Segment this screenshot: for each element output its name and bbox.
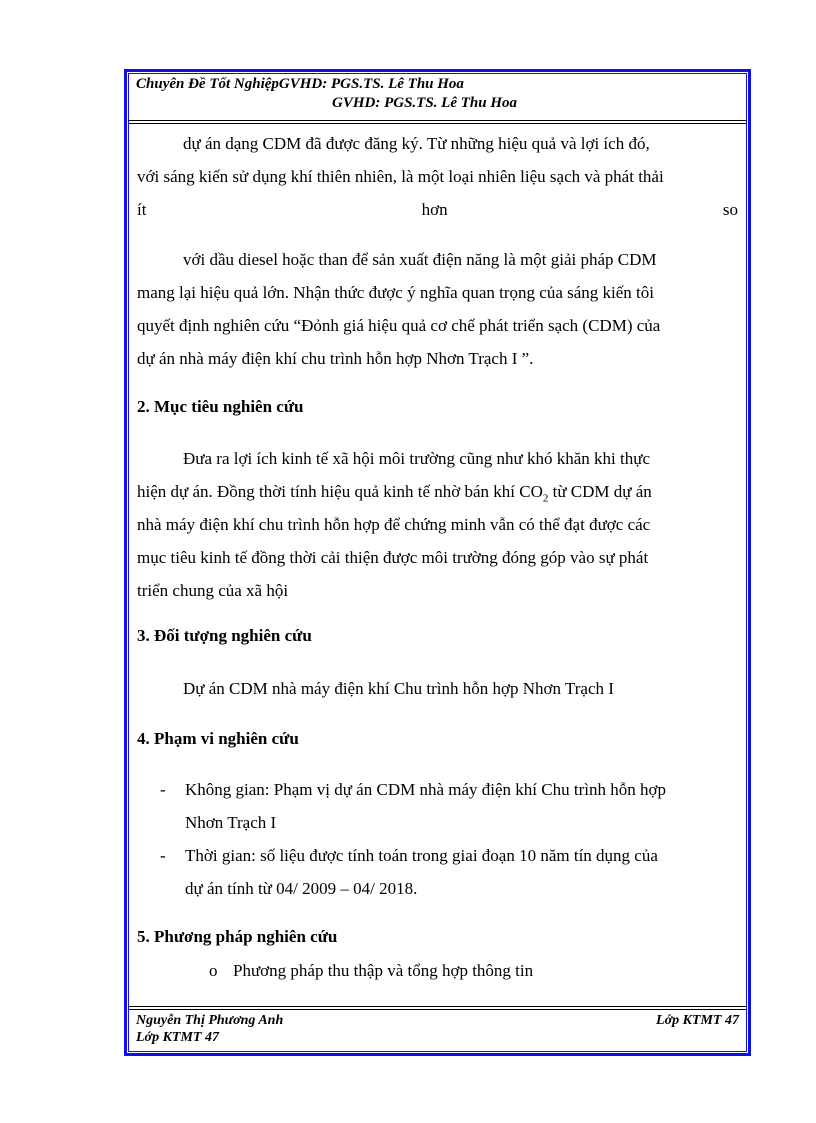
intro-line: dự án nhà máy điện khí chu trình hỗn hợp Nhơn Trạch I ”. bbox=[137, 349, 534, 368]
intro-line: với dầu diesel hoặc than để sản xuất điện năng là một giải pháp CDM bbox=[183, 250, 657, 269]
section-5-heading: 5. Phương pháp nghiên cứu bbox=[137, 927, 338, 946]
section-2-heading: 2. Mục tiêu nghiên cứu bbox=[137, 397, 304, 416]
list-item: - Thời gian: số liệu được tính toán trong giai đoạn 10 năm tín dụng của dự án tính từ 04/ 2009 – 04/ 2018. bbox=[160, 846, 658, 898]
intro-paragraph bbox=[137, 127, 738, 226]
intro-paragraph-2 bbox=[137, 243, 738, 375]
footer-author: Nguyễn Thị Phương Anh bbox=[136, 1013, 284, 1028]
footer-rule-2 bbox=[128, 1009, 747, 1010]
page-header bbox=[136, 76, 741, 120]
header-rule-2 bbox=[128, 123, 747, 124]
header-line-1: Chuyên Đề Tốt NghiệpGVHD: PGS.TS. Lê Thu Hoa bbox=[136, 76, 464, 92]
intro-line: dự án dạng CDM đã được đăng ký. Từ những hiệu quả và lợi ích đó, bbox=[183, 134, 650, 153]
section-4-heading: 4. Phạm vi nghiên cứu bbox=[137, 729, 299, 748]
intro-line: mang lại hiệu quả lớn. Nhận thức được ý nghĩa quan trọng của sáng kiến tôi bbox=[137, 283, 655, 302]
circle-bullet-icon: o bbox=[209, 961, 218, 980]
section-3-heading: 3. Đối tượng nghiên cứu bbox=[137, 626, 312, 645]
intro-line: với sáng kiến sử dụng khí thiên nhiên, là một loại nhiên liệu sạch và phát thải bbox=[137, 167, 664, 186]
intro-line: quyết định nghiên cứu “Đỏnh giá hiệu quả cơ chế phát triển sạch (CDM) của bbox=[137, 316, 661, 335]
list-item: o Phương pháp thu thập và tổng hợp thông tin bbox=[209, 954, 533, 987]
section-2-body: Đưa ra lợi ích kinh tế xã hội môi trường cũng như khó khăn khi thực hiện dự án. Đồng thời tính hiệu quả kinh tế nhờ bán khí $CO_2$ từ CDM dự án nhà máy điện khí chu trình hỗn hợp để chứng minh vẫn có thể đạt được các mục tiêu kinh tế đồng thời cải thiện được môi trường đóng góp vào sự phát triển chung của xã hội bbox=[137, 449, 652, 600]
footer-class-right: Lớp KTMT 47 bbox=[656, 1013, 739, 1028]
intro-line: ít hơn so bbox=[137, 200, 738, 219]
section-3-body: Dự án CDM nhà máy điện khí Chu trình hỗn hợp Nhơn Trạch I bbox=[183, 679, 614, 698]
footer-class-left: Lớp KTMT 47 bbox=[136, 1030, 219, 1045]
list-item: - Không gian: Phạm vị dự án CDM nhà máy điện khí Chu trình hỗn hợp Nhơn Trạch I bbox=[160, 780, 666, 832]
footer-rule bbox=[128, 1006, 747, 1007]
header-line-2: GVHD: PGS.TS. Lê Thu Hoa bbox=[332, 95, 518, 111]
header-rule bbox=[128, 120, 747, 121]
